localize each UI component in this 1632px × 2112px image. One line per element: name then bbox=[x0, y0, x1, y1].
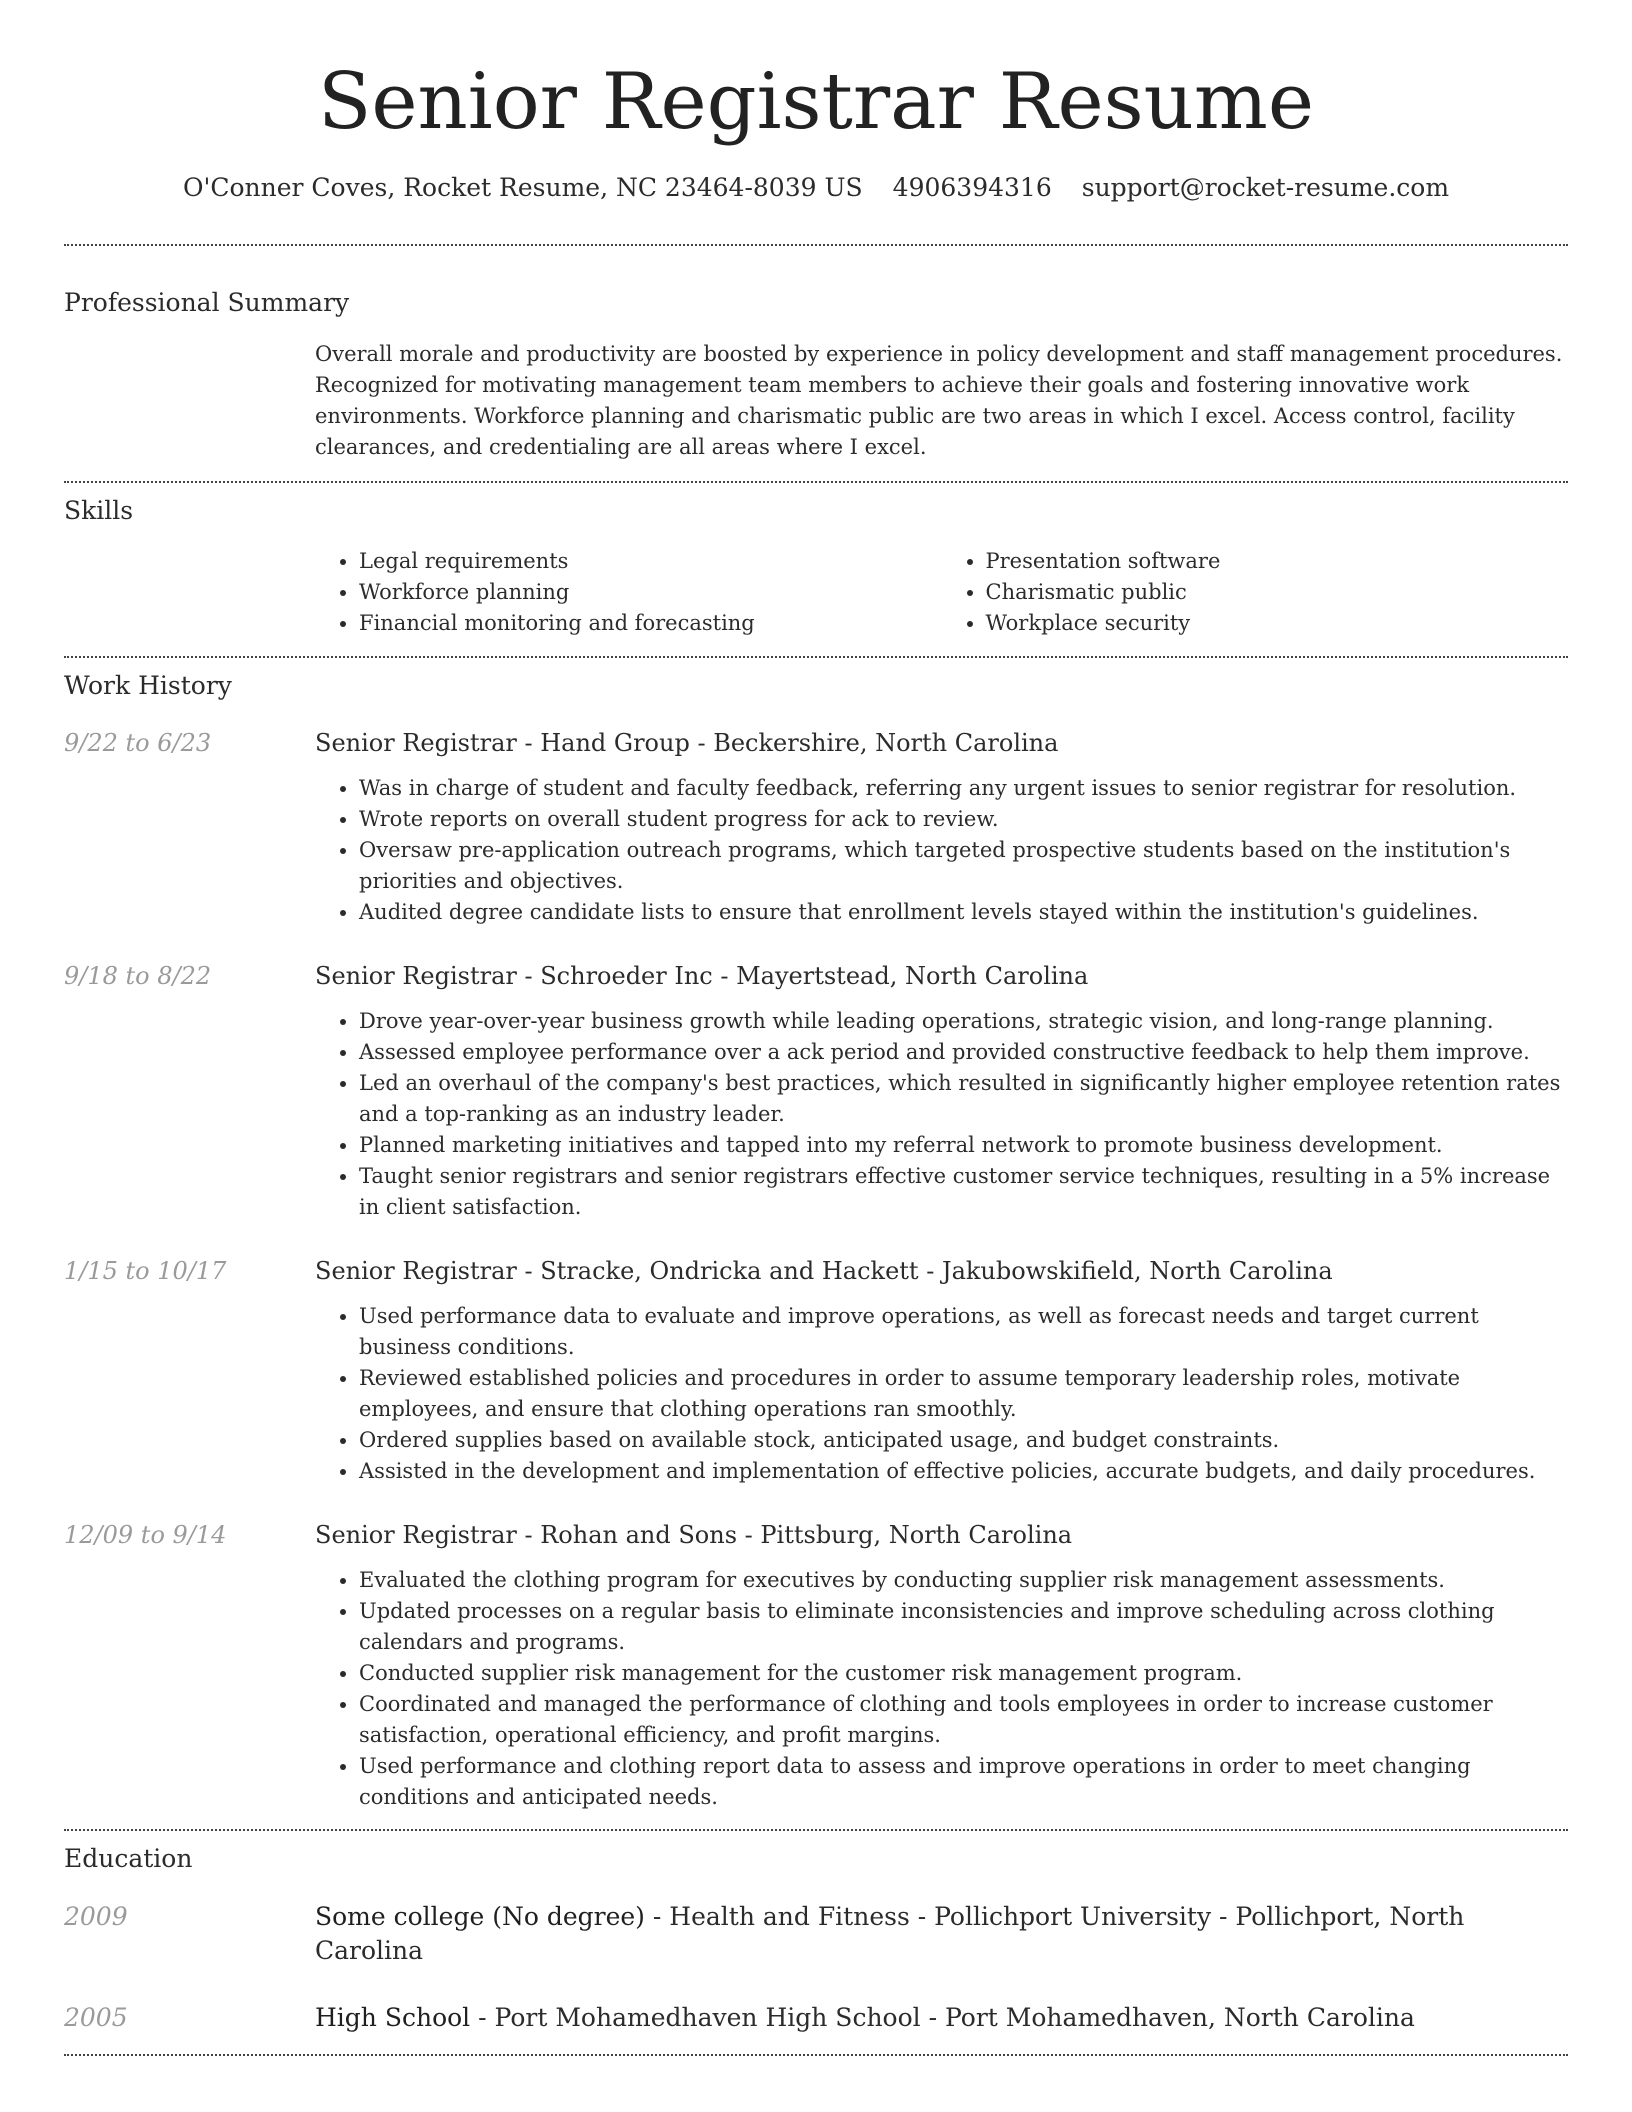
divider bbox=[64, 1829, 1568, 1831]
divider bbox=[64, 244, 1568, 246]
job-bullet: • Was in charge of student and faculty feedback, referring any urgent issues to senior registrar for resolution. bbox=[359, 773, 1568, 804]
job-title: Senior Registrar - Stracke, Ondricka and Hackett - Jakubowskifield, North Carolina bbox=[315, 1257, 1333, 1285]
education-school: - Health and Fitness - Pollichport University - Pollichport, North Carolina bbox=[315, 1902, 1465, 1965]
education-heading: Education bbox=[64, 1844, 193, 1873]
job-dates: 12/09 to 9/14 bbox=[64, 1521, 227, 1549]
job-bullet: • Audited degree candidate lists to ensure that enrollment levels stayed within the institution's guidelines. bbox=[359, 897, 1568, 928]
skill-item: • Charismatic public bbox=[986, 577, 1569, 608]
job-bullet: • Assessed employee performance over a ack period and provided constructive feedback to help them improve. bbox=[359, 1037, 1568, 1068]
job-bullet: • Used performance data to evaluate and improve operations, as well as forecast needs and target current business conditions. bbox=[359, 1301, 1568, 1363]
job-bullet: • Used performance and clothing report data to assess and improve operations in order to meet changing conditions and anticipated needs. bbox=[359, 1751, 1568, 1813]
contact-email: support@rocket-resume.com bbox=[1081, 173, 1450, 202]
education-details bbox=[315, 2001, 1415, 2035]
job-dates: 9/22 to 6/23 bbox=[64, 729, 212, 757]
job-dates: 9/18 to 8/22 bbox=[64, 962, 212, 990]
education-year: 2009 bbox=[64, 1902, 128, 1931]
contact-line bbox=[64, 170, 1568, 206]
resume-page bbox=[64, 0, 1568, 2056]
education-entry bbox=[64, 1900, 1568, 1968]
job-title: Senior Registrar - Hand Group - Beckershire, North Carolina bbox=[315, 729, 1059, 757]
education-school: - Port Mohamedhaven High School - Port Mohamedhaven, North Carolina bbox=[470, 2003, 1415, 2032]
divider bbox=[64, 2054, 1568, 2056]
job-bullet: • Led an overhaul of the company's best practices, which resulted in significantly higher employee retention rates and a top-ranking as an industry leader. bbox=[359, 1068, 1568, 1130]
skill-item: • Workplace security bbox=[986, 608, 1569, 639]
job-bullet: • Conducted supplier risk management for the customer risk management program. bbox=[359, 1658, 1568, 1689]
job-entry bbox=[64, 1518, 1568, 1813]
job-body bbox=[315, 1518, 1568, 1813]
education-details bbox=[315, 1900, 1568, 1968]
education-degree: Some college (No degree) bbox=[315, 1902, 645, 1931]
job-body bbox=[315, 726, 1568, 928]
job-bullet: • Oversaw pre-application outreach programs, which targeted prospective students based on the institution's priorities and objectives. bbox=[359, 835, 1568, 897]
skills-heading: Skills bbox=[64, 496, 134, 525]
job-bullet: • Evaluated the clothing program for executives by conducting supplier risk management assessments. bbox=[359, 1565, 1568, 1596]
job-bullet: • Drove year-over-year business growth while leading operations, strategic vision, and long-range planning. bbox=[359, 1006, 1568, 1037]
job-bullet: • Ordered supplies based on available stock, anticipated usage, and budget constraints. bbox=[359, 1425, 1568, 1456]
divider bbox=[64, 481, 1568, 483]
skills-column-right bbox=[942, 546, 1569, 639]
skill-item: • Financial monitoring and forecasting bbox=[359, 608, 942, 639]
skill-item: • Presentation software bbox=[986, 546, 1569, 577]
job-bullet: • Planned marketing initiatives and tapped into my referral network to promote business development. bbox=[359, 1130, 1568, 1161]
job-body bbox=[315, 959, 1568, 1223]
job-bullets bbox=[315, 1301, 1568, 1487]
skills-list bbox=[315, 546, 1568, 639]
job-bullet: • Taught senior registrars and senior registrars effective customer service techniques, resulting in a 5% increase in client satisfaction. bbox=[359, 1161, 1568, 1223]
summary-text: Overall morale and productivity are boosted by experience in policy development and staff management procedures. Recognized for motivating management team members to achieve their goals and fostering innovative work environments. Workforce planning and charismatic public are two areas in which I excel. Access control, facility clearances, and credentialing are all areas where I excel. bbox=[315, 342, 1563, 459]
job-bullets bbox=[315, 1006, 1568, 1223]
job-bullet: • Updated processes on a regular basis to eliminate inconsistencies and improve scheduling across clothing calendars and programs. bbox=[359, 1596, 1568, 1658]
summary-heading: Professional Summary bbox=[64, 288, 350, 317]
education-degree: High School bbox=[315, 2003, 471, 2032]
job-entry bbox=[64, 959, 1568, 1223]
job-bullets bbox=[315, 1565, 1568, 1813]
job-bullet: • Reviewed established policies and procedures in order to assume temporary leadership roles, motivate employees, and ensure that clothing operations ran smoothly. bbox=[359, 1363, 1568, 1425]
job-bullet: • Wrote reports on overall student progress for ack to review. bbox=[359, 804, 1568, 835]
skill-item: • Legal requirements bbox=[359, 546, 942, 577]
job-dates: 1/15 to 10/17 bbox=[64, 1257, 227, 1285]
contact-phone: 4906394316 bbox=[892, 173, 1052, 202]
contact-address: O'Conner Coves, Rocket Resume, NC 23464-8039 US bbox=[182, 173, 863, 202]
education-year: 2005 bbox=[64, 2003, 128, 2032]
divider bbox=[64, 656, 1568, 658]
job-bullet: • Assisted in the development and implementation of effective policies, accurate budgets, and daily procedures. bbox=[359, 1456, 1568, 1487]
work-heading: Work History bbox=[64, 671, 232, 700]
job-entry bbox=[64, 726, 1568, 928]
job-title: Senior Registrar - Rohan and Sons - Pittsburg, North Carolina bbox=[315, 1521, 1073, 1549]
skills-column-left bbox=[315, 546, 942, 639]
job-title: Senior Registrar - Schroeder Inc - Mayertstead, North Carolina bbox=[315, 962, 1089, 990]
education-entry bbox=[64, 2001, 1568, 2035]
job-entry bbox=[64, 1254, 1568, 1487]
job-bullets bbox=[315, 773, 1568, 928]
skill-item: • Workforce planning bbox=[359, 577, 942, 608]
job-body bbox=[315, 1254, 1568, 1487]
page-title: Senior Registrar Resume bbox=[317, 57, 1315, 147]
job-bullet: • Coordinated and managed the performance of clothing and tools employees in order to increase customer satisfaction, operational efficiency, and profit margins. bbox=[359, 1689, 1568, 1751]
